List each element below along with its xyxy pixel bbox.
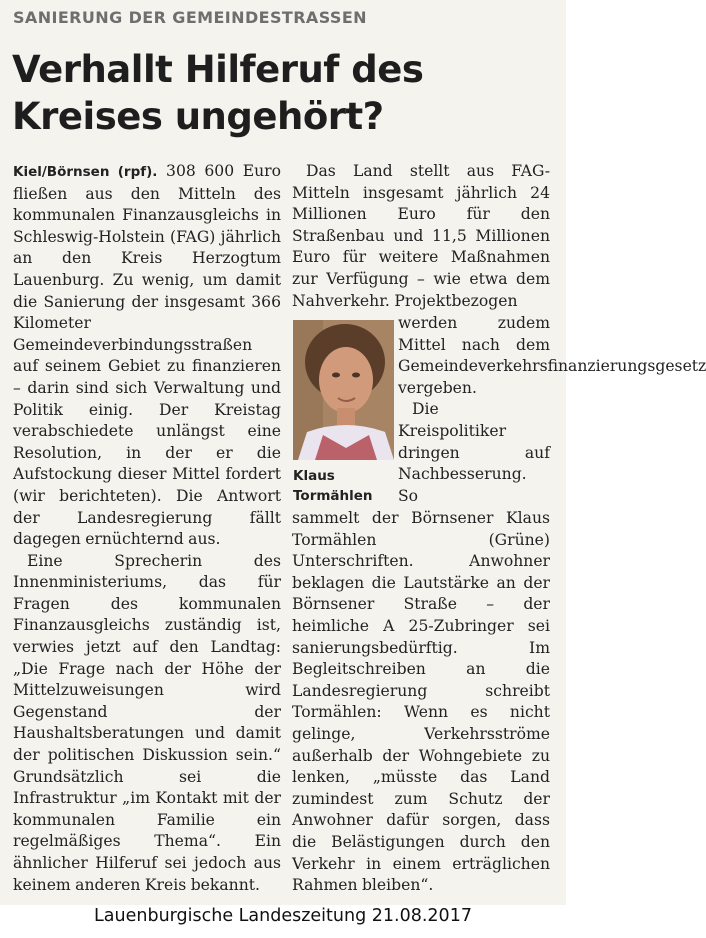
article-kicker: SANIERUNG DER GEMEINDESTRASSEN xyxy=(13,8,367,27)
paragraph-3-part-2: werden zudem Mittel nach dem Gemeindeverkehrsfinanzierungsgesetz vergeben. xyxy=(398,314,706,397)
article-column-2-top xyxy=(292,161,550,312)
article-headline xyxy=(12,46,552,140)
source-line: Lauenburgische Landeszeitung 21.08.2017 xyxy=(94,906,472,926)
paragraph-1-text: 308 600 Euro fließen aus den Mitteln des kommunalen Finanzausgleichs in Schleswig-Holstein (FAG) jährlich an den Kreis Herzogtum Lauenburg. Zu wenig, um damit die Sanierung der insgesamt 366 Kilometer Gemeindeverbindungsstraßen auf seinem Gebiet zu finanzieren – darin sind sich Verwaltung und Politik einig. Der Kreistag verabschiedete unlängst eine Resolution, in der er die Aufstockung dieser Mittel fordert (wir berichteten). Die Antwort der Landesregierung fällt dagegen ernüchternd aus. xyxy=(13,162,281,549)
headline-line-1: Verhallt Hilferuf des xyxy=(12,48,424,91)
paragraph-4-part-1: Die Kreispolitiker dringen auf Nachbesserung. So xyxy=(398,400,550,505)
portrait-photo xyxy=(293,320,394,460)
caption-line-1: Klaus xyxy=(293,468,335,484)
paragraph-3-part-1: Das Land stellt aus FAG-Mitteln insgesamt jährlich 24 Millionen Euro für den Straßenbau und 11,5 Millionen Euro für weitere Maßnahmen zur Verfügung – wie etwa dem Nahverkehr. Projektbezogen xyxy=(292,162,550,310)
photo-caption xyxy=(293,466,394,506)
portrait-image xyxy=(293,320,394,460)
paragraph-2: Eine Sprecherin des Innenministeriums, das für Fragen des kommunalen Finanzausgleichs zuständig ist, verwies jetzt auf den Landtag: „Die Frage nach der Höhe der Mittelzuweisungen wird Gegenstand der Haushaltsberatungen und damit der politischen Diskussion sein.“ Grundsätzlich sei die Infrastruktur „im Kontakt mit der kommunalen Familie ein regelmäßiges Thema“. Ein ähnlicher Hilferuf sei jedoch aus keinem anderen Kreis bekannt. xyxy=(13,551,281,894)
headline-line-2: Kreises ungehört? xyxy=(12,95,384,138)
paragraph-4-part-2: sammelt der Börnsener Klaus Tormählen (Grüne) Unterschriften. Anwohner beklagen die Lautstärke an der Börnsener Straße – der heimliche A 25-Zubringer sei sanierungsbedürftig. Im Begleitschreiben an die Landesregierung schreibt Tormählen: Wenn es nicht gelinge, Verkehrsströme außerhalb der Wohngebiete zu lenken, „müsste das Land zumindest zum Schutz der Anwohner dafür sorgen, dass die Belästigungen durch den Verkehr in einem erträglichen Rahmen bleiben“. xyxy=(292,509,550,895)
article-column-2-bottom xyxy=(292,508,550,897)
article-column-1 xyxy=(13,161,281,896)
article-column-2-beside-photo xyxy=(398,313,706,507)
dateline: Kiel/Börnsen (rpf). xyxy=(13,164,158,180)
paragraph-1 xyxy=(13,161,281,551)
caption-line-2: Tormählen xyxy=(293,488,373,504)
